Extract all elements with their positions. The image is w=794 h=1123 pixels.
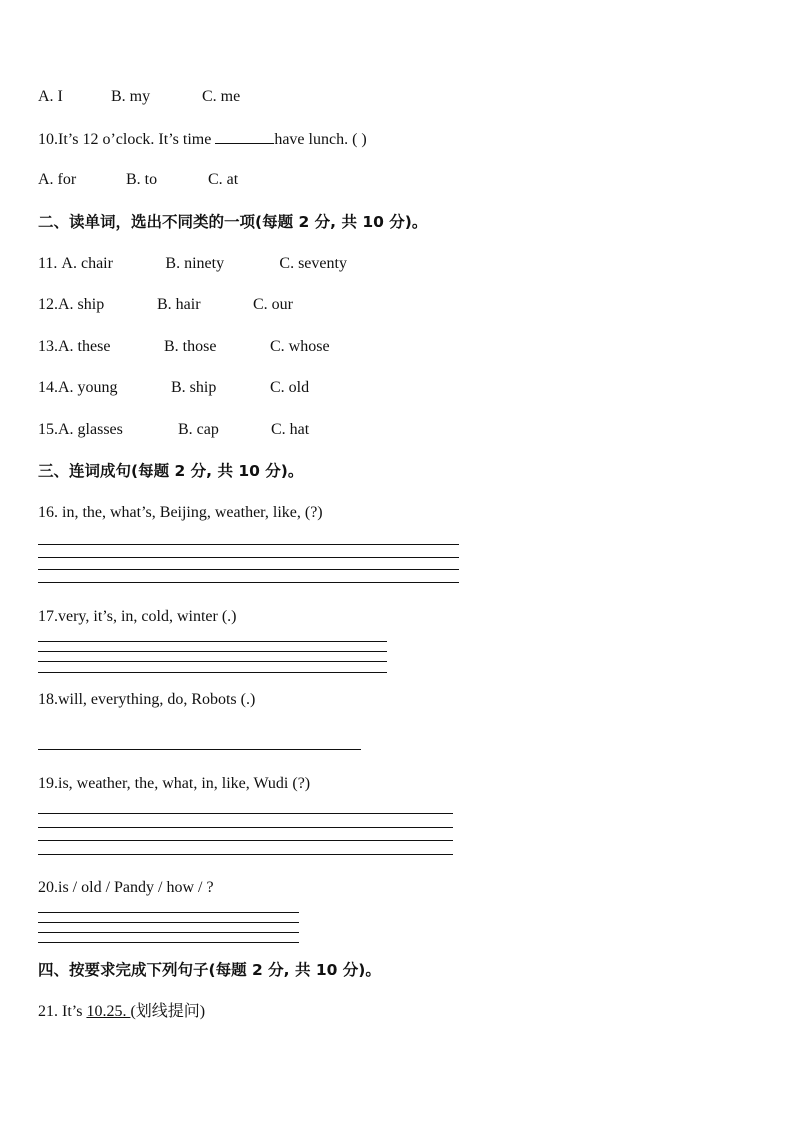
question-21 [38,1002,205,1022]
question-10 [38,129,367,150]
q15-option-c: C. hat [271,421,310,438]
answer-line [38,942,299,943]
question-16: 16. in, the, what’s, Beijing, weather, like, (?) [38,504,323,521]
q10-options [38,170,238,190]
q11-option-b: B. ninety [165,255,225,272]
question-15 [38,420,309,440]
q14-option-a: A. young [58,379,118,396]
q10-option-b: B. to [126,171,158,188]
answer-line [38,749,361,750]
question-18: 18.will, everything, do, Robots (.) [38,691,256,708]
q10-answer-blank [215,129,274,144]
q14-option-b: B. ship [171,379,217,396]
answer-line [38,912,299,913]
question-14 [38,378,309,398]
question-13 [38,337,330,357]
q9-options [38,87,240,107]
answer-line [38,544,459,545]
answer-line [38,813,453,814]
question-12 [38,295,293,315]
q15-number: 15. [38,421,58,438]
answer-line [38,661,387,662]
answer-line [38,932,299,933]
q10-suffix: have lunch. ( ) [274,131,367,148]
q12-number: 12. [38,296,58,313]
q11-option-a: A. chair [61,255,113,272]
q15-option-b: B. cap [178,421,219,438]
q21-underlined-answer: 10.25. [86,1003,131,1020]
q13-option-a: A. these [58,338,111,355]
q14-number: 14. [38,379,58,396]
answer-line [38,827,453,828]
question-17: 17.very, it’s, in, cold, winter (.) [38,608,237,625]
answer-line [38,582,459,583]
section-3-title: 三、连词成句(每题 2 分, 共 10 分)。 [38,462,304,480]
question-20: 20.is / old / Pandy / how / ? [38,879,214,896]
q9-option-a: A. I [38,88,63,105]
answer-line [38,651,387,652]
q10-option-a: A. for [38,171,77,188]
q11-option-c: C. seventy [279,255,347,272]
answer-line [38,557,459,558]
q9-option-b: B. my [111,88,151,105]
section-2-title: 二、读单词，选出不同类的一项(每题 2 分, 共 10 分)。 [38,213,428,231]
answer-line [38,840,453,841]
answer-line [38,641,387,642]
answer-line [38,672,387,673]
answer-line [38,922,299,923]
q13-option-b: B. those [164,338,217,355]
q21-prefix: 21. It’s [38,1003,87,1020]
q15-option-a: A. glasses [58,421,123,438]
q13-number: 13. [38,338,58,355]
q10-option-c: C. at [208,171,239,188]
q13-option-c: C. whose [270,338,330,355]
q21-instruction: (划线提问) [130,1003,206,1020]
answer-line [38,854,453,855]
q12-option-c: C. our [253,296,293,313]
q12-option-b: B. hair [157,296,201,313]
question-19: 19.is, weather, the, what, in, like, Wudi (?) [38,775,311,792]
answer-line [38,569,459,570]
section-4-title: 四、按要求完成下列句子(每题 2 分, 共 10 分)。 [38,961,381,979]
q11-number: 11. [38,255,58,272]
q14-option-c: C. old [270,379,310,396]
q10-prefix: 10.It’s 12 o’clock. It’s time [38,131,216,148]
q12-option-a: A. ship [58,296,105,313]
q9-option-c: C. me [202,88,241,105]
question-11 [38,254,347,274]
